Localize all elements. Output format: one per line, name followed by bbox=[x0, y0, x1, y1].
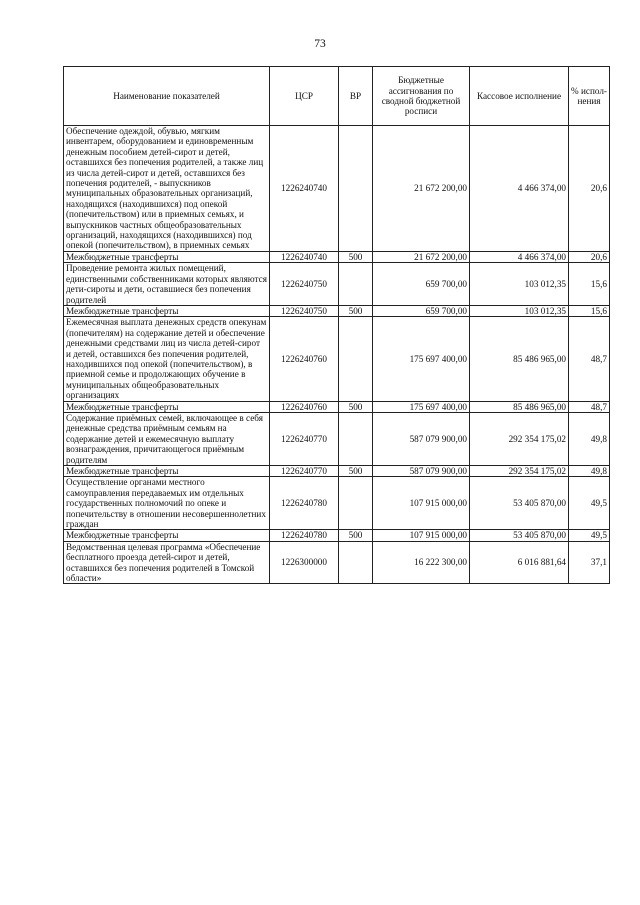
cell-vr: 500 bbox=[339, 305, 373, 316]
cell-name: Обеспечение одеждой, обувью, мягким инвентарем, оборудованием и единовременным денежным пособием детей-сирот и детей, оставшихся без попечения родителей, а также лиц из числа детей-сирот и детей, оставшихся без попечения родителей, - выпускников муниципальных образовательных организаций, находящихся (находившихся) под опекой (попечительством) или в приемных семьях, и выпускников частных общеобразовательных организаций, находящихся (находившихся) под опекой (попечительством), в приемных семьях bbox=[64, 126, 270, 252]
cell-name: Осуществление органами местного самоуправления передаваемых им отдельных государственных полномочий по опеке и попечительству в отношении несовершеннолетних граждан bbox=[64, 477, 270, 530]
cell-percent: 20,6 bbox=[569, 126, 610, 252]
table-row bbox=[64, 401, 610, 412]
header-csr: ЦСР bbox=[270, 67, 339, 126]
cell-budget: 587 079 900,00 bbox=[373, 466, 470, 477]
cell-csr: 1226240780 bbox=[270, 530, 339, 541]
cell-budget: 659 700,00 bbox=[373, 263, 470, 306]
cell-name: Межбюджетные трансферты bbox=[64, 530, 270, 541]
cell-vr bbox=[339, 477, 373, 530]
cell-name: Межбюджетные трансферты bbox=[64, 401, 270, 412]
cell-name: Содержание приёмных семей, включающее в себя денежные средства приёмным семьям на содержание детей и ежемесячную выплату вознаграждения, причитающегося приёмным родителям bbox=[64, 412, 270, 465]
header-budget: Бюджетные ассигнования по сводной бюджетной росписи bbox=[373, 67, 470, 126]
cell-budget: 175 697 400,00 bbox=[373, 401, 470, 412]
cell-budget: 21 672 200,00 bbox=[373, 251, 470, 262]
cell-cash: 292 354 175,02 bbox=[470, 412, 569, 465]
cell-vr bbox=[339, 263, 373, 306]
cell-vr: 500 bbox=[339, 401, 373, 412]
cell-percent: 48,7 bbox=[569, 401, 610, 412]
cell-cash: 4 466 374,00 bbox=[470, 251, 569, 262]
cell-vr bbox=[339, 317, 373, 401]
cell-percent: 20,6 bbox=[569, 251, 610, 262]
cell-percent: 15,6 bbox=[569, 305, 610, 316]
cell-name: Проведение ремонта жилых помещений, единственными собственниками которых являются дети-сироты и дети, оставшиеся без попечения родителей bbox=[64, 263, 270, 306]
cell-vr: 500 bbox=[339, 466, 373, 477]
cell-percent: 49,8 bbox=[569, 412, 610, 465]
cell-percent: 48,7 bbox=[569, 317, 610, 401]
table-row bbox=[64, 126, 610, 252]
cell-csr: 1226240740 bbox=[270, 126, 339, 252]
cell-cash: 4 466 374,00 bbox=[470, 126, 569, 252]
cell-cash: 85 486 965,00 bbox=[470, 317, 569, 401]
cell-cash: 53 405 870,00 bbox=[470, 530, 569, 541]
cell-budget: 107 915 000,00 bbox=[373, 530, 470, 541]
cell-budget: 21 672 200,00 bbox=[373, 126, 470, 252]
cell-budget: 175 697 400,00 bbox=[373, 317, 470, 401]
table-row bbox=[64, 317, 610, 401]
cell-name: Ведомственная целевая программа «Обеспечение бесплатного проезда детей-сирот и детей, оставшихся без попечения родителей в Томской области» bbox=[64, 541, 270, 584]
table-row bbox=[64, 263, 610, 306]
cell-csr: 1226240740 bbox=[270, 251, 339, 262]
cell-name: Межбюджетные трансферты bbox=[64, 466, 270, 477]
header-percent: % испол-нения bbox=[569, 67, 610, 126]
cell-csr: 1226240750 bbox=[270, 263, 339, 306]
cell-percent: 15,6 bbox=[569, 263, 610, 306]
cell-vr bbox=[339, 412, 373, 465]
cell-csr: 1226240770 bbox=[270, 466, 339, 477]
cell-cash: 103 012,35 bbox=[470, 305, 569, 316]
cell-cash: 6 016 881,64 bbox=[470, 541, 569, 584]
table-row bbox=[64, 541, 610, 584]
table-row bbox=[64, 477, 610, 530]
cell-cash: 85 486 965,00 bbox=[470, 401, 569, 412]
cell-percent: 49,5 bbox=[569, 530, 610, 541]
cell-cash: 103 012,35 bbox=[470, 263, 569, 306]
page-number: 73 bbox=[314, 38, 326, 50]
header-cash: Кассовое исполнение bbox=[470, 67, 569, 126]
cell-csr: 1226240750 bbox=[270, 305, 339, 316]
cell-percent: 37,1 bbox=[569, 541, 610, 584]
table-row bbox=[64, 412, 610, 465]
cell-budget: 659 700,00 bbox=[373, 305, 470, 316]
cell-budget: 587 079 900,00 bbox=[373, 412, 470, 465]
cell-csr: 1226240760 bbox=[270, 401, 339, 412]
cell-percent: 49,8 bbox=[569, 466, 610, 477]
cell-vr: 500 bbox=[339, 251, 373, 262]
budget-execution-table bbox=[63, 66, 610, 584]
table-row bbox=[64, 305, 610, 316]
table-row bbox=[64, 466, 610, 477]
header-name: Наименование показателей bbox=[64, 67, 270, 126]
cell-budget: 107 915 000,00 bbox=[373, 477, 470, 530]
cell-name: Межбюджетные трансферты bbox=[64, 251, 270, 262]
cell-csr: 1226240780 bbox=[270, 477, 339, 530]
table-row bbox=[64, 251, 610, 262]
cell-percent: 49,5 bbox=[569, 477, 610, 530]
cell-cash: 292 354 175,02 bbox=[470, 466, 569, 477]
cell-name: Ежемесячная выплата денежных средств опекунам (попечителям) на содержание детей и обеспечение денежными средствами лиц из числа детей-сирот и детей, оставшихся без попечения родителей, находившихся под опекой (попечительством), в приемной семье и продолжающих обучение в муниципальных общеобразовательных организациях bbox=[64, 317, 270, 401]
cell-vr bbox=[339, 541, 373, 584]
cell-cash: 53 405 870,00 bbox=[470, 477, 569, 530]
cell-vr bbox=[339, 126, 373, 252]
cell-csr: 1226240760 bbox=[270, 317, 339, 401]
cell-csr: 1226300000 bbox=[270, 541, 339, 584]
cell-vr: 500 bbox=[339, 530, 373, 541]
table-row bbox=[64, 530, 610, 541]
cell-name: Межбюджетные трансферты bbox=[64, 305, 270, 316]
header-vr: ВР bbox=[339, 67, 373, 126]
table-header-row bbox=[64, 67, 610, 126]
cell-csr: 1226240770 bbox=[270, 412, 339, 465]
cell-budget: 16 222 300,00 bbox=[373, 541, 470, 584]
